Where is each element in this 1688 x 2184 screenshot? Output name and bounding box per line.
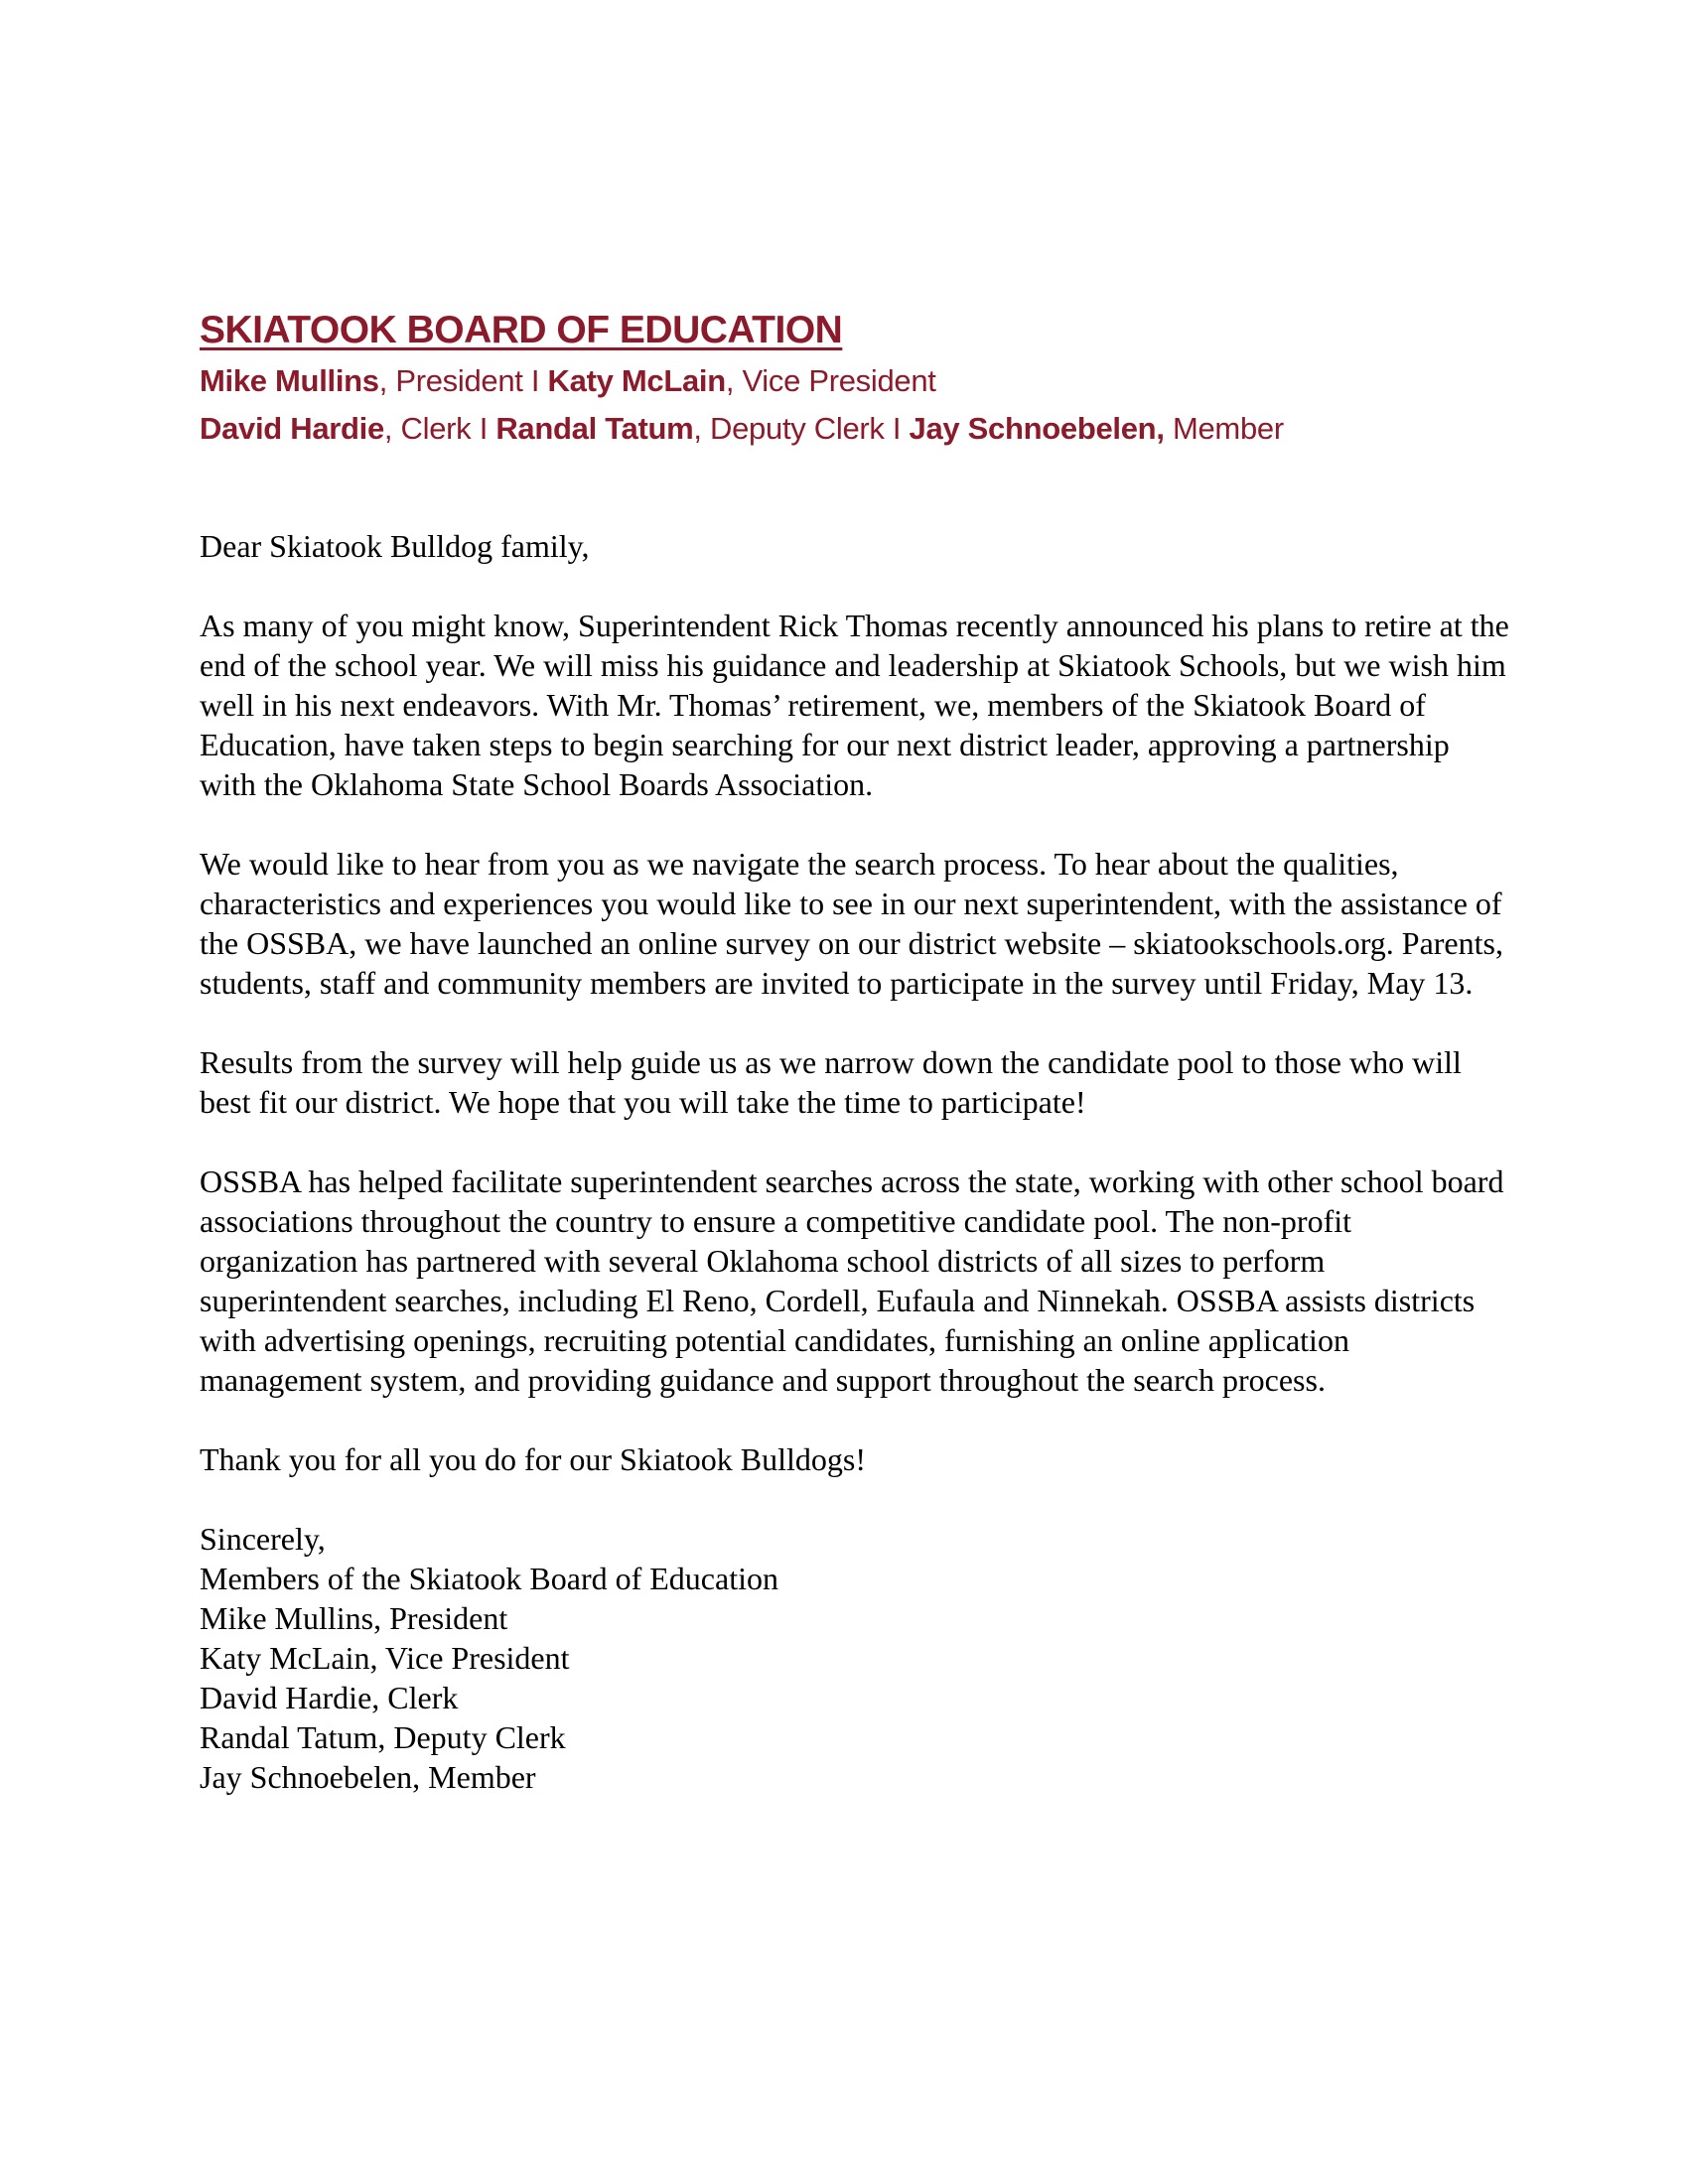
paragraph-retirement: As many of you might know, Superintendent Rick Thomas recently announced his plans to retire at the end of the school year. We will miss his guidance and leadership at Skiatook Schools, but we wish him well in his next endeavors. With Mr. Thomas’ retirement, we, members of the Skiatook Board of Education, have taken steps to begin searching for our next district leader, approving a partnership with the Oklahoma State School Boards Association. [200,608,1509,802]
board-members-line-2 [200,405,1490,453]
signature-line: David Hardie, Clerk [200,1680,459,1715]
member-role: , Deputy Clerk I [693,411,910,446]
member-role: Member [1164,411,1284,446]
signature-line: Jay Schnoebelen, Member [200,1759,536,1795]
signature-line: Mike Mullins, President [200,1600,508,1636]
letter-body [200,526,1510,1797]
member-name: David Hardie [200,411,384,446]
member-name: Jay Schnoebelen, [909,411,1165,446]
thanks: Thank you for all you do for our Skiatook Bulldogs! [200,1441,867,1477]
salutation: Dear Skiatook Bulldog family, [200,528,590,564]
member-name: Randal Tatum [495,411,694,446]
paragraph-results: Results from the survey will help guide us as we narrow down the candidate pool to those who will best fit our district. We hope that you will take the time to participate! [200,1044,1462,1120]
signature-block [200,1519,1510,1797]
board-title: SKIATOOK BOARD OF EDUCATION [200,309,843,351]
signature-line: Members of the Skiatook Board of Education [200,1561,778,1596]
signature-line: Katy McLain, Vice President [200,1640,570,1676]
paragraph-survey: We would like to hear from you as we navigate the search process. To hear about the qualities, characteristics and experiences you would like to see in our next superintendent, with the assistance of the OSSBA, we have launched an online survey on our district website – skiatookschools.org. Parents, students, staff and community members are invited to participate in the survey until Friday, May 13. [200,846,1503,1001]
member-role: , President I [378,363,548,398]
closing: Sincerely, [200,1521,326,1557]
paragraph-ossba: OSSBA has helped facilitate superintendent searches across the state, working with other school board associations throughout the country to ensure a competitive candidate pool. The non-profit organization has partnered with several Oklahoma school districts of all sizes to perform superintendent searches, including El Reno, Cordell, Eufaula and Ninnekah. OSSBA assists districts with advertising openings, recruiting potential candidates, furnishing an online application management system, and providing guidance and support throughout the search process. [200,1163,1504,1398]
board-members-line-1 [200,357,1490,405]
member-name: Katy McLain [547,363,726,398]
signature-line: Randal Tatum, Deputy Clerk [200,1719,566,1755]
member-role: , Clerk I [383,411,496,446]
member-role: , Vice President [725,363,936,398]
letterhead [200,304,1490,453]
member-name: Mike Mullins [200,363,379,398]
